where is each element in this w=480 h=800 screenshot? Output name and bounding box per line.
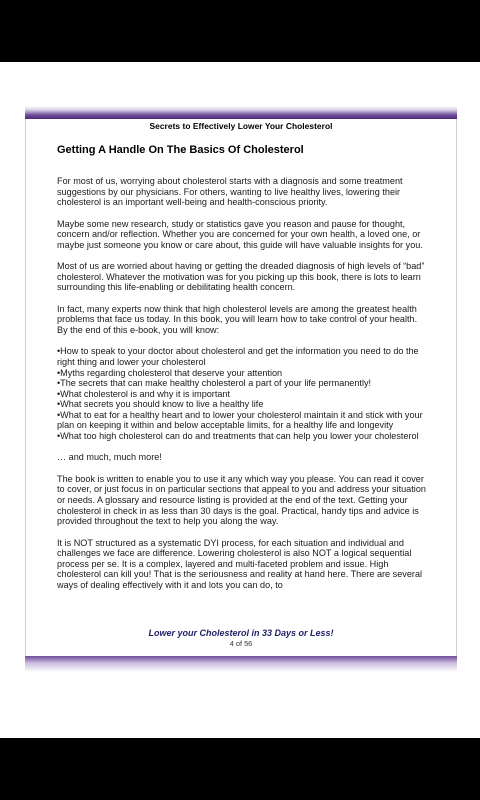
document-page[interactable] [0,62,480,738]
bullet-item: •What to eat for a healthy heart and to lower your cholesterol maintain it and stick with your plan on keeping it within and below acceptable limits, for a healthy life and longevity [57,409,423,431]
paragraph-5: … and much, much more! [57,452,162,463]
page-number: 4 of 56 [229,639,253,648]
bullet-item: •How to speak to your doctor about cholesterol and get the information you need to do the right thing and lower your cholesterol [57,346,419,367]
page-content [57,144,429,601]
footer-band [25,656,457,672]
section-heading: Getting A Handle On The Basics Of Cholesterol [57,144,304,156]
bullet-item: •What secrets you should know to live a healthy life [57,399,264,410]
header-band [25,106,457,119]
footer-title: Lower your Cholesterol in 33 Days or Less! [148,628,334,638]
header-title: Secrets to Effectively Lower Your Cholesterol [149,121,333,131]
paragraph-2: Maybe some new research, study or statistics gave you reason and pause for thought, concern and/or reflection. Whether you are concerned for your own health, a loved one, or maybe just someone you know or care about, this guide will have valuable insights for you. [57,218,423,250]
bullet-list [57,346,429,441]
bullet-item: •Myths regarding cholesterol that deserve your attention [57,367,283,378]
paragraph-1: For most of us, worrying about cholesterol starts with a diagnosis and some treatment suggestions by our physicians. For others, wanting to live healthy lives, lowering their cholesterol is an important well-being and health-conscious priority. [57,176,403,208]
bullet-item: •What cholesterol is and why it is important [57,388,231,399]
paragraph-6: The book is written to enable you to use it any which way you please. You can read it cover to cover, or just focus in on particular sections that appeal to you and address your situation or needs. A glossary and resource listing is provided at the end of the text. Getting your cholesterol in check in as less than 30 days is the goal. Practical, handy tips and advice is provided throughout the text to help you along the way. [57,473,426,527]
bullet-item: •The secrets that can make healthy cholesterol a part of your life permanently! [57,378,372,389]
paragraph-7: It is NOT structured as a systematic DYI process, for each situation and individual and challenges we face are difference. Lowering cholesterol is also NOT a logical sequential process per se. It is a complex, layered and multi-faceted problem and issue. High cholesterol can kill you! That is the seriousness and reality at hand here. There are several ways of dealing effectively with it and lots you can do, to [57,537,423,590]
paragraph-3: Most of us are worried about having or getting the dreaded diagnosis of high levels of “bad” cholesterol. Whatever the motivation was for you picking up this book, there is lots to learn surrounding this life-enabling or debilitating health concern. [57,261,425,293]
paragraph-4: In fact, many experts now think that high cholesterol levels are among the greatest health problems that face us today. In this book, you will learn how to take control of your health. By the end of this e-book, you will know: [57,303,418,335]
bullet-item: •What too high cholesterol can do and treatments that can help you lower your cholesterol [57,431,419,442]
